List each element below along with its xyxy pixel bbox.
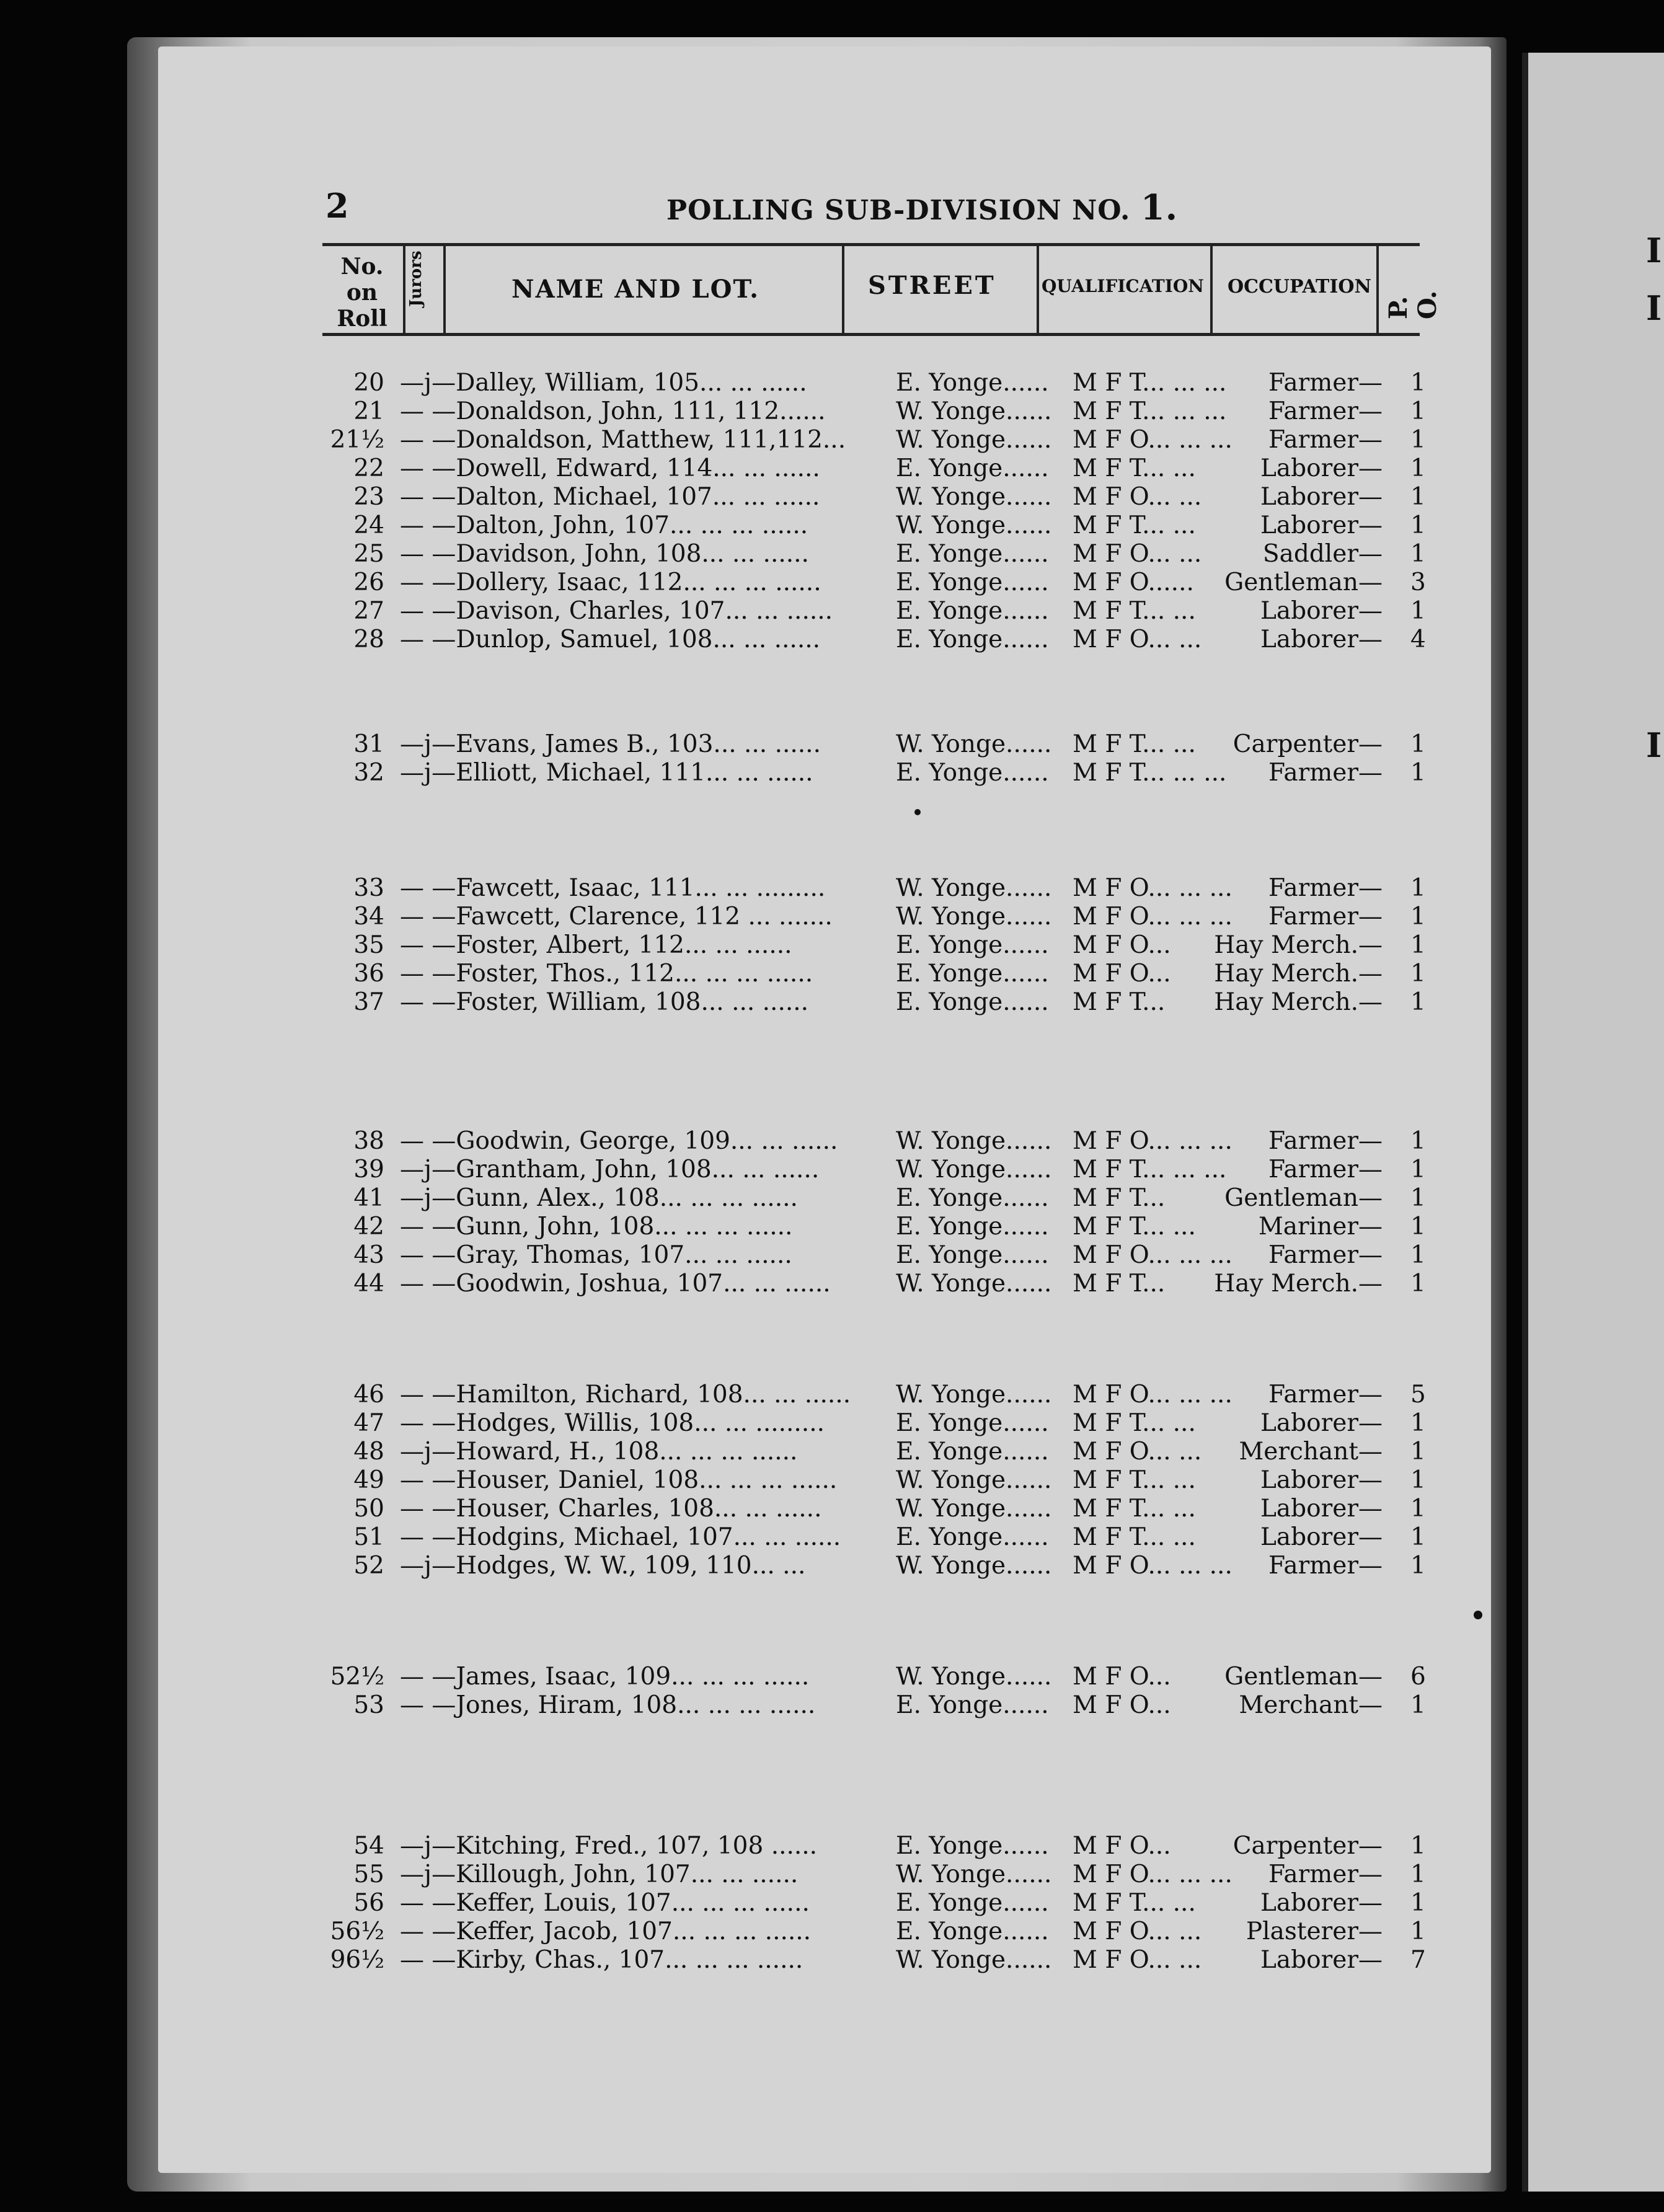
roll-number: 34	[353, 903, 384, 931]
occupation: Hay Merch.—	[1214, 988, 1383, 1016]
qualification: M F O...	[1073, 1691, 1171, 1719]
street: E. Yonge......	[896, 597, 1049, 625]
header-street: STREET	[868, 271, 996, 300]
name-and-lot: — —Gray, Thomas, 107... ... ......	[400, 1241, 792, 1269]
occupation: Farmer—	[1268, 369, 1383, 397]
table-row	[322, 454, 1426, 483]
occupation: Farmer—	[1268, 874, 1383, 902]
title-text: POLLING SUB-DIVISION NO.	[666, 195, 1131, 226]
qualification: M F T... ...	[1073, 1466, 1196, 1494]
qualification: M F O... ... ...	[1073, 1241, 1233, 1269]
occupation: Gentleman—	[1224, 1663, 1383, 1691]
occupation: Laborer—	[1260, 1409, 1383, 1437]
page-title	[666, 187, 1178, 228]
qualification: M F T...	[1073, 1270, 1166, 1298]
table-row	[322, 1663, 1426, 1691]
post-office: 6	[1410, 1663, 1426, 1691]
name-and-lot: — —Houser, Daniel, 108... ... ... ......	[400, 1466, 838, 1494]
qualification: M F O... ... ...	[1073, 1552, 1233, 1580]
roll-number: 31	[353, 730, 384, 758]
street: E. Yonge......	[896, 1241, 1049, 1269]
street: E. Yonge......	[896, 1213, 1049, 1241]
column-divider	[1376, 246, 1379, 333]
street: W. Yonge......	[896, 1663, 1052, 1691]
occupation: Laborer—	[1260, 1889, 1383, 1917]
name-and-lot: — —Gunn, John, 108... ... ... ......	[400, 1213, 793, 1241]
post-office: 1	[1410, 1552, 1426, 1580]
post-office: 1	[1410, 1156, 1426, 1183]
post-office: 3	[1410, 568, 1426, 596]
qualification: M F O... ...	[1073, 1946, 1202, 1974]
table-row	[322, 1270, 1426, 1298]
name-and-lot: — —Fawcett, Isaac, 111... ... .........	[400, 874, 826, 902]
name-and-lot: —j—Hodges, W. W., 109, 110... ...	[400, 1552, 806, 1580]
name-and-lot: — —Dowell, Edward, 114... ... ......	[400, 454, 820, 482]
street: E. Yonge......	[896, 1409, 1049, 1437]
table-header	[322, 243, 1442, 336]
table-row	[322, 369, 1426, 397]
occupation: Farmer—	[1268, 1381, 1383, 1409]
name-and-lot: — —Davison, Charles, 107... ... ......	[400, 597, 833, 625]
table-row	[322, 1860, 1426, 1889]
occupation: Laborer—	[1260, 597, 1383, 625]
table-row	[322, 597, 1426, 626]
occupation: Laborer—	[1260, 483, 1383, 511]
name-and-lot: — —Fawcett, Clarence, 112 ... .......	[400, 903, 833, 931]
roll-number: 96½	[330, 1946, 384, 1974]
street: E. Yonge......	[896, 1523, 1049, 1551]
qualification: M F T... ... ...	[1073, 1156, 1227, 1183]
ink-speck	[914, 809, 921, 815]
roll-number: 23	[353, 483, 384, 511]
table-row	[322, 759, 1426, 787]
occupation: Hay Merch.—	[1214, 1270, 1383, 1298]
post-office: 1	[1410, 397, 1426, 425]
roll-number: 54	[353, 1832, 384, 1860]
qualification: M F T...	[1073, 1184, 1166, 1212]
roll-number: 51	[353, 1523, 384, 1551]
occupation: Merchant—	[1239, 1438, 1383, 1466]
table-row	[322, 540, 1426, 568]
table-row	[322, 1409, 1426, 1438]
post-office: 1	[1410, 483, 1426, 511]
street: W. Yonge......	[896, 397, 1052, 425]
post-office: 1	[1410, 903, 1426, 931]
post-office: 1	[1410, 1860, 1426, 1888]
roll-number: 47	[353, 1409, 384, 1437]
name-and-lot: —j—Elliott, Michael, 111... ... ......	[400, 759, 813, 787]
street: W. Yonge......	[896, 1270, 1052, 1298]
occupation: Farmer—	[1268, 1552, 1383, 1580]
roll-number: 35	[353, 931, 384, 959]
post-office: 7	[1410, 1946, 1426, 1974]
street: E. Yonge......	[896, 568, 1049, 596]
name-and-lot: — —Keffer, Jacob, 107... ... ... ......	[400, 1918, 812, 1945]
street: W. Yonge......	[896, 1495, 1052, 1523]
street: E. Yonge......	[896, 759, 1049, 787]
roll-number: 26	[353, 568, 384, 596]
street: W. Yonge......	[896, 1127, 1052, 1155]
roll-number: 50	[353, 1495, 384, 1523]
post-office: 1	[1410, 1409, 1426, 1437]
post-office: 1	[1410, 1691, 1426, 1719]
post-office: 1	[1410, 874, 1426, 902]
occupation: Farmer—	[1268, 759, 1383, 787]
table-row	[322, 1918, 1426, 1946]
table-row	[322, 1832, 1426, 1860]
table-row	[322, 511, 1426, 540]
roll-number: 28	[353, 626, 384, 653]
street: W. Yonge......	[896, 1946, 1052, 1974]
qualification: M F T... ...	[1073, 1889, 1196, 1917]
adjacent-page-mark: I	[1646, 725, 1662, 765]
qualification: M F T... ...	[1073, 730, 1196, 758]
post-office: 1	[1410, 597, 1426, 625]
roll-number: 43	[353, 1241, 384, 1269]
street: W. Yonge......	[896, 1860, 1052, 1888]
name-and-lot: —j—Gunn, Alex., 108... ... ... ......	[400, 1184, 798, 1212]
roll-number: 39	[353, 1156, 384, 1183]
occupation: Farmer—	[1268, 1860, 1383, 1888]
roll-number: 49	[353, 1466, 384, 1494]
street: E. Yonge......	[896, 988, 1049, 1016]
qualification: M F O...	[1073, 960, 1171, 988]
column-divider	[1210, 246, 1213, 333]
table-row	[322, 988, 1426, 1017]
table-row	[322, 960, 1426, 988]
post-office: 1	[1410, 1241, 1426, 1269]
header-name-and-lot: NAME AND LOT.	[511, 275, 760, 304]
post-office: 1	[1410, 1270, 1426, 1298]
qualification: M F T... ... ...	[1073, 759, 1227, 787]
street: W. Yonge......	[896, 426, 1052, 454]
post-office: 1	[1410, 1889, 1426, 1917]
column-divider	[403, 246, 405, 333]
name-and-lot: — —Dalton, Michael, 107... ... ......	[400, 483, 820, 511]
occupation: Laborer—	[1260, 1946, 1383, 1974]
name-and-lot: —j—Howard, H., 108... ... ... ......	[400, 1438, 798, 1466]
roll-number: 27	[353, 597, 384, 625]
name-and-lot: — —Kirby, Chas., 107... ... ... ......	[400, 1946, 803, 1974]
adjacent-page-mark: I	[1646, 288, 1662, 328]
occupation: Farmer—	[1268, 903, 1383, 931]
roll-number: 42	[353, 1213, 384, 1241]
roll-number: 38	[353, 1127, 384, 1155]
qualification: M F O... ... ...	[1073, 1127, 1233, 1155]
adjacent-page-mark: I	[1646, 231, 1662, 270]
name-and-lot: — —Goodwin, George, 109... ... ......	[400, 1127, 838, 1155]
post-office: 1	[1410, 1438, 1426, 1466]
name-and-lot: — —Donaldson, Matthew, 111,112...	[400, 426, 846, 454]
street: W. Yonge......	[896, 730, 1052, 758]
occupation: Laborer—	[1260, 511, 1383, 539]
post-office: 1	[1410, 1523, 1426, 1551]
name-and-lot: — —Foster, Albert, 112... ... ......	[400, 931, 792, 959]
post-office: 1	[1410, 1466, 1426, 1494]
table-row	[322, 1438, 1426, 1466]
name-and-lot: —j—Kitching, Fred., 107, 108 ......	[400, 1832, 818, 1860]
street: E. Yonge......	[896, 454, 1049, 482]
street: E. Yonge......	[896, 1918, 1049, 1945]
table-row	[322, 1184, 1426, 1213]
qualification: M F T... ... ...	[1073, 397, 1227, 425]
name-and-lot: — —Davidson, John, 108... ... ......	[400, 540, 809, 568]
roll-number: 52	[353, 1552, 384, 1580]
roll-number: 48	[353, 1438, 384, 1466]
occupation: Laborer—	[1260, 1523, 1383, 1551]
table-row	[322, 1213, 1426, 1241]
name-and-lot: — —Jones, Hiram, 108... ... ... ......	[400, 1691, 816, 1719]
post-office: 1	[1410, 454, 1426, 482]
street: W. Yonge......	[896, 1381, 1052, 1409]
table-row	[322, 1691, 1426, 1720]
name-and-lot: — —Goodwin, Joshua, 107... ... ......	[400, 1270, 831, 1298]
name-and-lot: — —Hodges, Willis, 108... ... .........	[400, 1409, 825, 1437]
post-office: 1	[1410, 1495, 1426, 1523]
roll-number: 44	[353, 1270, 384, 1298]
table-row	[322, 730, 1426, 759]
page-number: 2	[325, 186, 349, 226]
occupation: Farmer—	[1268, 426, 1383, 454]
post-office: 1	[1410, 960, 1426, 988]
qualification: M F O... ...	[1073, 540, 1202, 568]
table-row	[322, 903, 1426, 931]
name-and-lot: — —Keffer, Louis, 107... ... ... ......	[400, 1889, 810, 1917]
qualification: M F T...	[1073, 988, 1166, 1016]
adjacent-page	[1522, 53, 1664, 2192]
occupation: Farmer—	[1268, 397, 1383, 425]
post-office: 1	[1410, 426, 1426, 454]
name-and-lot: — —Dollery, Isaac, 112... ... ... ......	[400, 568, 821, 596]
roll-number: 46	[353, 1381, 384, 1409]
street: E. Yonge......	[896, 1889, 1049, 1917]
column-divider	[842, 246, 844, 333]
occupation: Gentleman—	[1224, 568, 1383, 596]
street: E. Yonge......	[896, 931, 1049, 959]
qualification: M F O... ... ...	[1073, 1381, 1233, 1409]
post-office: 1	[1410, 511, 1426, 539]
occupation: Hay Merch.—	[1214, 931, 1383, 959]
post-office: 4	[1410, 626, 1426, 653]
qualification: M F O... ...	[1073, 483, 1202, 511]
table-row	[322, 483, 1426, 511]
post-office: 1	[1410, 730, 1426, 758]
roll-number: 55	[353, 1860, 384, 1888]
table-row	[322, 1946, 1426, 1975]
table-row	[322, 1552, 1426, 1580]
post-office: 1	[1410, 1832, 1426, 1860]
table-row	[322, 568, 1426, 597]
header-jurors: Jurors	[407, 250, 425, 307]
qualification: M F O...	[1073, 931, 1171, 959]
roll-number: 22	[353, 454, 384, 482]
qualification: M F O...	[1073, 1663, 1171, 1691]
header-occupation: OCCUPATION	[1228, 276, 1371, 298]
qualification: M F T... ... ...	[1073, 369, 1227, 397]
roll-number: 25	[353, 540, 384, 568]
occupation: Plasterer—	[1246, 1918, 1383, 1945]
qualification: M F T... ...	[1073, 1213, 1196, 1241]
qualification: M F T... ...	[1073, 597, 1196, 625]
ink-speck	[1474, 1611, 1482, 1619]
table-row	[322, 1889, 1426, 1918]
post-office: 1	[1410, 759, 1426, 787]
qualification: M F T... ...	[1073, 454, 1196, 482]
name-and-lot: — —Foster, Thos., 112... ... ... ......	[400, 960, 813, 988]
qualification: M F O... ...	[1073, 626, 1202, 653]
name-and-lot: — —Donaldson, John, 111, 112......	[400, 397, 826, 425]
roll-number: 52½	[330, 1663, 384, 1691]
street: E. Yonge......	[896, 960, 1049, 988]
qualification: M F T... ...	[1073, 1409, 1196, 1437]
qualification: M F T... ...	[1073, 511, 1196, 539]
table-row	[322, 626, 1426, 654]
roll-number: 56½	[330, 1918, 384, 1945]
occupation: Farmer—	[1268, 1127, 1383, 1155]
occupation: Laborer—	[1260, 626, 1383, 653]
street: W. Yonge......	[896, 1156, 1052, 1183]
qualification: M F O... ... ...	[1073, 1860, 1233, 1888]
post-office: 1	[1410, 988, 1426, 1016]
roll-number: 32	[353, 759, 384, 787]
roll-number: 20	[353, 369, 384, 397]
occupation: Farmer—	[1268, 1241, 1383, 1269]
occupation: Gentleman—	[1224, 1184, 1383, 1212]
name-and-lot: — —Hodgins, Michael, 107... ... ......	[400, 1523, 841, 1551]
qualification: M F O......	[1073, 568, 1194, 596]
qualification: M F O... ...	[1073, 1918, 1202, 1945]
table-row	[322, 1381, 1426, 1409]
post-office: 1	[1410, 540, 1426, 568]
occupation: Laborer—	[1260, 1466, 1383, 1494]
header-po: P. O.	[1384, 290, 1442, 319]
table-row	[322, 1523, 1426, 1552]
occupation: Hay Merch.—	[1214, 960, 1383, 988]
qualification: M F T... ...	[1073, 1495, 1196, 1523]
post-office: 1	[1410, 369, 1426, 397]
header-no-on-roll: No. on Roll	[337, 254, 387, 332]
table-row	[322, 1495, 1426, 1523]
table-row	[322, 426, 1426, 454]
roll-number: 53	[353, 1691, 384, 1719]
roll-number: 33	[353, 874, 384, 902]
post-office: 5	[1410, 1381, 1426, 1409]
column-divider	[1037, 246, 1039, 333]
street: E. Yonge......	[896, 369, 1049, 397]
occupation: Merchant—	[1239, 1691, 1383, 1719]
occupation: Saddler—	[1262, 540, 1383, 568]
name-and-lot: — —Houser, Charles, 108... ... ......	[400, 1495, 822, 1523]
name-and-lot: — —Foster, William, 108... ... ......	[400, 988, 809, 1016]
street: W. Yonge......	[896, 483, 1052, 511]
table-row	[322, 1466, 1426, 1495]
qualification: M F O... ... ...	[1073, 903, 1233, 931]
name-and-lot: —j—Grantham, John, 108... ... ......	[400, 1156, 820, 1183]
name-and-lot: — —James, Isaac, 109... ... ... ......	[400, 1663, 810, 1691]
street: W. Yonge......	[896, 511, 1052, 539]
post-office: 1	[1410, 1184, 1426, 1212]
table-row	[322, 931, 1426, 960]
header-qualification: QUALIFICATION	[1042, 276, 1204, 296]
qualification: M F O...	[1073, 1832, 1171, 1860]
table-row	[322, 1127, 1426, 1156]
occupation: Laborer—	[1260, 454, 1383, 482]
street: W. Yonge......	[896, 1466, 1052, 1494]
roll-number: 37	[353, 988, 384, 1016]
name-and-lot: — —Dalton, John, 107... ... ... ......	[400, 511, 808, 539]
table-row	[322, 397, 1426, 426]
table-row	[322, 1156, 1426, 1184]
qualification: M F O... ... ...	[1073, 426, 1233, 454]
street: E. Yonge......	[896, 1691, 1049, 1719]
street: W. Yonge......	[896, 874, 1052, 902]
street: W. Yonge......	[896, 903, 1052, 931]
name-and-lot: —j—Evans, James B., 103... ... ......	[400, 730, 821, 758]
street: E. Yonge......	[896, 626, 1049, 653]
name-and-lot: —j—Killough, John, 107... ... ......	[400, 1860, 799, 1888]
post-office: 1	[1410, 931, 1426, 959]
title-number: 1.	[1140, 187, 1179, 228]
name-and-lot: — —Dunlop, Samuel, 108... ... ......	[400, 626, 821, 653]
roll-number: 24	[353, 511, 384, 539]
occupation: Mariner—	[1258, 1213, 1383, 1241]
occupation: Carpenter—	[1233, 1832, 1383, 1860]
street: E. Yonge......	[896, 540, 1049, 568]
occupation: Farmer—	[1268, 1156, 1383, 1183]
name-and-lot: — —Hamilton, Richard, 108... ... ......	[400, 1381, 851, 1409]
qualification: M F O... ... ...	[1073, 874, 1233, 902]
table-row	[322, 874, 1426, 903]
post-office: 1	[1410, 1127, 1426, 1155]
street: W. Yonge......	[896, 1552, 1052, 1580]
roll-number: 41	[353, 1184, 384, 1212]
occupation: Carpenter—	[1233, 730, 1383, 758]
street: E. Yonge......	[896, 1832, 1049, 1860]
name-and-lot: —j—Dalley, William, 105... ... ......	[400, 369, 807, 397]
occupation: Laborer—	[1260, 1495, 1383, 1523]
street: E. Yonge......	[896, 1438, 1049, 1466]
roll-number: 56	[353, 1889, 384, 1917]
table-row	[322, 1241, 1426, 1270]
roll-number: 21½	[330, 426, 384, 454]
column-divider	[443, 246, 446, 333]
street: E. Yonge......	[896, 1184, 1049, 1212]
qualification: M F T... ...	[1073, 1523, 1196, 1551]
roll-number: 21	[353, 397, 384, 425]
roll-number: 36	[353, 960, 384, 988]
post-office: 1	[1410, 1918, 1426, 1945]
qualification: M F O... ...	[1073, 1438, 1202, 1466]
post-office: 1	[1410, 1213, 1426, 1241]
